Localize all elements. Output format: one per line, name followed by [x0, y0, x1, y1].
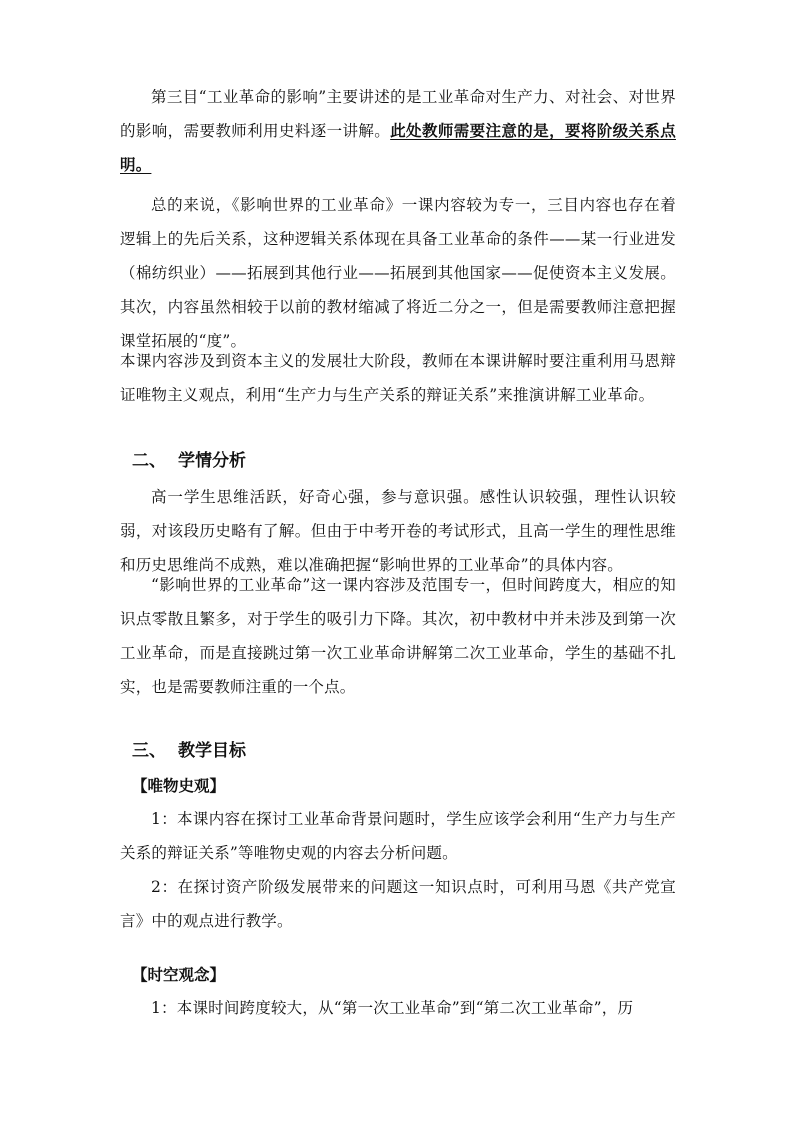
- section-title: 教学目标: [178, 741, 246, 761]
- section-number: 二、: [132, 451, 166, 471]
- goal-item-2: 2：在探讨资产阶级发展带来的问题这一知识点时，可利用马恩《共产党宣言》中的观点进行教学。: [120, 878, 676, 930]
- goal-item-3: 1：本课时间跨度较大，从“第一次工业革命”到“第二次工业革命”，历: [151, 999, 634, 1017]
- paragraph-method: 本课内容涉及到资本主义的发展壮大阶段，教师在本课讲解时要注重利用马恩辩证唯物主义观点，利用“生产力与生产关系的辩证关系”来推演讲解工业革命。: [120, 352, 676, 404]
- section-number: 三、: [132, 741, 166, 761]
- paragraph-lesson-scope: “影响世界的工业革命”这一课内容涉及范围专一，但时间跨度大，相应的知识点零散且繁多，对于学生的吸引力下降。其次，初中教材中并未涉及到第一次工业革命，而是直接跳过第一次工业革命讲解第二次工业革命，学生的基础不扎实，也是需要教师注重的一个点。: [120, 576, 676, 696]
- emphasized-note: 此处教师需要注意的是，要将阶级关系点明。: [120, 121, 676, 174]
- paragraph-text: 第三目“工业革命的影响”主要讲述的是工业革命对生产力、对社会、对世界的影响，需要教师利用史料逐一讲解。: [120, 88, 676, 140]
- section-title: 学情分析: [178, 451, 246, 471]
- section-heading-student-analysis: [132, 444, 246, 478]
- paragraph-lesson-impact: [120, 80, 676, 182]
- subheading-time-space: 【时空观念】: [132, 965, 226, 984]
- subheading-historical-materialism: 【唯物史观】: [132, 776, 226, 795]
- paragraph-summary: 总的来说，《影响世界的工业革命》一课内容较为专一，三目内容也存在着逻辑上的先后关系，这种逻辑关系体现在具备工业革命的条件——某一行业进发（棉纺织业）——拓展到其他行业——拓展到其他国家——促使资本主义发展。其次，内容虽然相较于以前的教材缩减了将近二分之一，但是需要教师注意把握课堂拓展的“度”。: [120, 196, 676, 350]
- section-heading-teaching-goals: [132, 734, 246, 768]
- goal-item-1: 1：本课内容在探讨工业革命背景问题时，学生应该学会利用“生产力与生产关系的辩证关系”等唯物史观的内容去分析问题。: [120, 810, 676, 862]
- paragraph-student-traits: 高一学生思维活跃，好奇心强，参与意识强。感性认识较强，理性认识较弱，对该段历史略有了解。但由于中考开卷的考试形式，且高一学生的理性思维和历史思维尚不成熟，难以准确把握“影响世界的工业革命”的具体内容。: [120, 488, 676, 574]
